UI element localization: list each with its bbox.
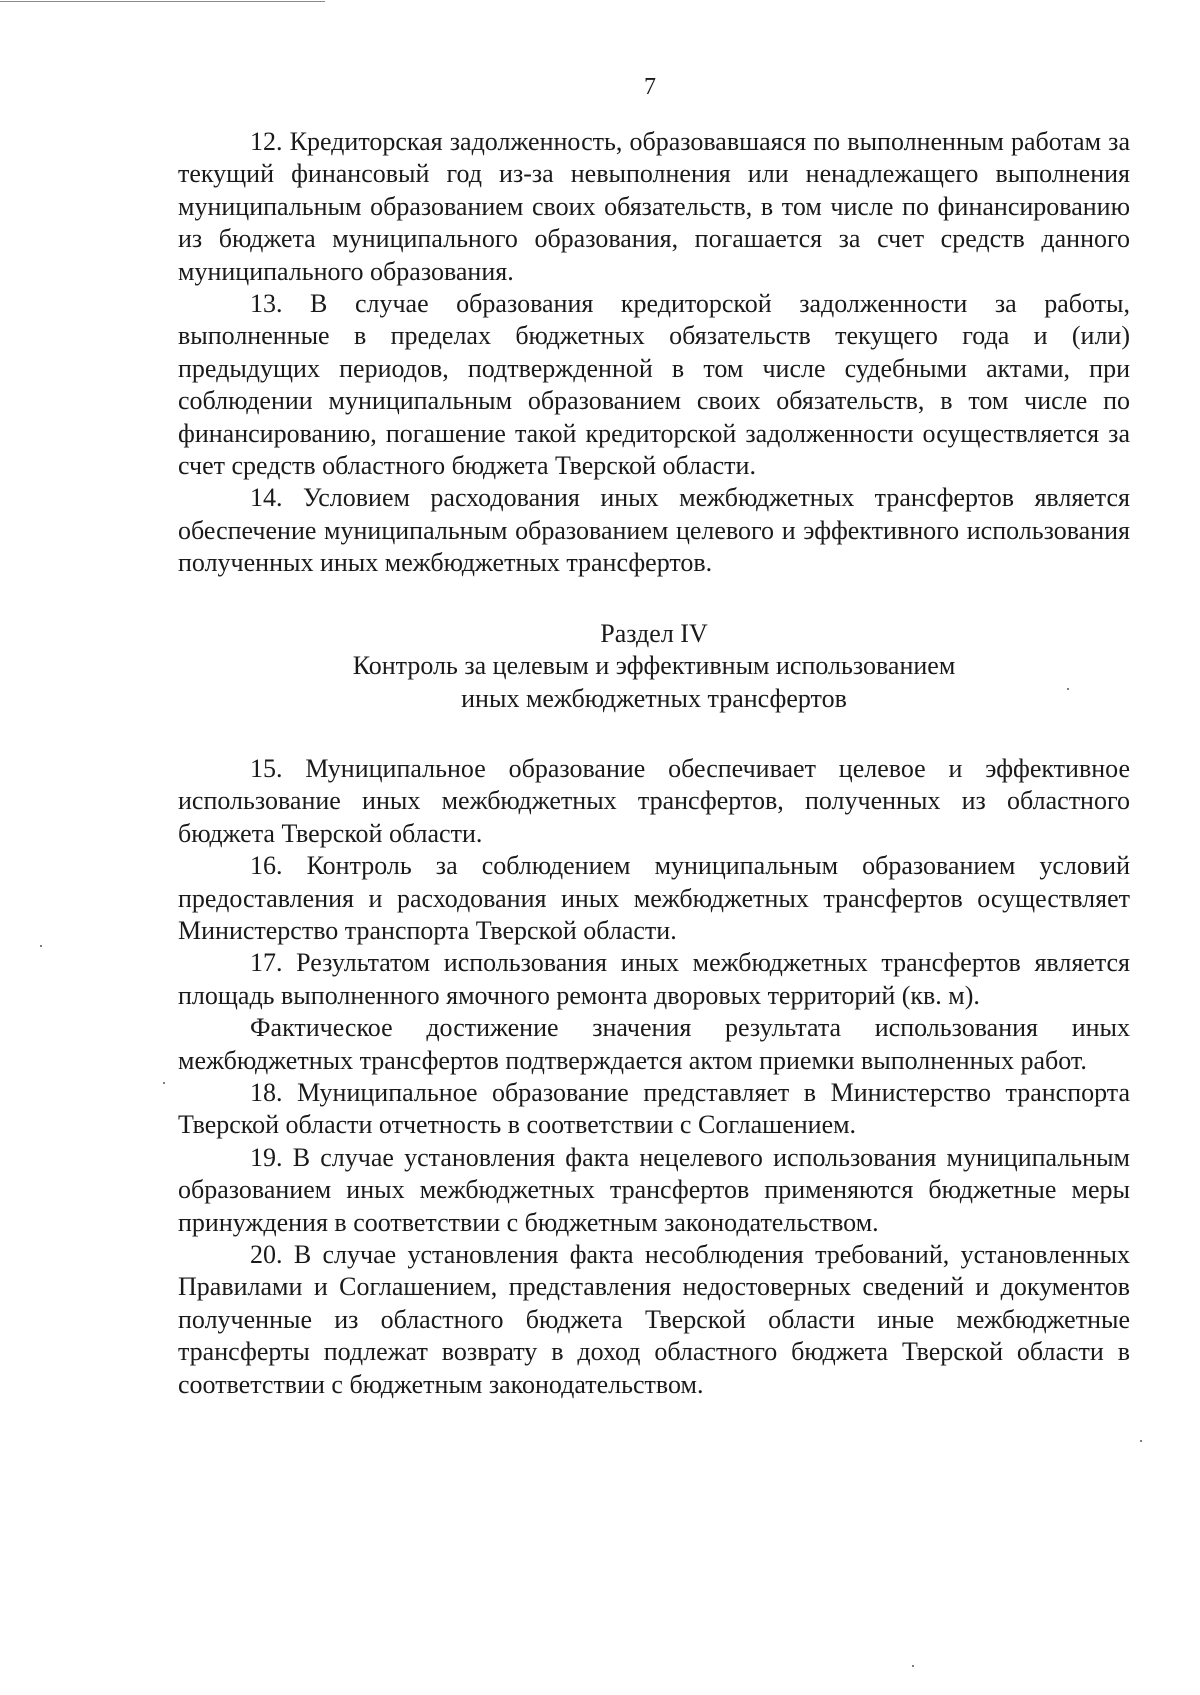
paragraph-12: 12. Кредиторская задолженность, образовавшаяся по выполненным работам за текущий финансовый год из-за невыполнения или ненадлежащего выполнения муниципальным образованием своих обязательств, в том числе по финансированию из бюджета муниципального образования, погашается за счет средств данного муниципального образования. — [178, 127, 1130, 286]
paragraph-16: 16. Контроль за соблюдением муниципальным образованием условий предоставления и расходования иных межбюджетных трансфертов осуществляет Министерство транспорта Тверской области. — [178, 851, 1130, 945]
section-number: Раздел IV — [600, 618, 708, 648]
paragraph-17: 17. Результатом использования иных межбюджетных трансфертов является площадь выполненного ямочного ремонта дворовых территорий (кв. м). — [178, 948, 1130, 1010]
scan-speck — [40, 945, 42, 947]
page-number: 7 — [644, 74, 656, 100]
document-body — [178, 126, 1130, 1401]
paragraph-18: 18. Муниципальное образование представляет в Министерство транспорта Тверской области отчетность в соответствии с Соглашением. — [178, 1077, 1130, 1140]
scan-speck — [912, 1665, 914, 1667]
section-title-line-1: Контроль за целевым и эффективным использованием — [352, 651, 956, 681]
paragraph-15: 15. Муниципальное образование обеспечивает целевое и эффективное использование иных межбюджетных трансфертов, полученных из областного бюджета Тверской области. — [178, 753, 1130, 848]
scan-speck — [1140, 1440, 1142, 1442]
scan-speck — [163, 1082, 165, 1084]
paragraph-20: 20. В случае установления факта несоблюдения требований, установленных Правилами и Соглашением, представления недостоверных сведений и документов полученные из областного бюджета Тверской области иные межбюджетные трансферты подлежат возврату в доход областного бюджета Тверской области в соответствии с бюджетным законодательством. — [178, 1240, 1130, 1399]
paragraph-17-result: Фактическое достижение значения результата использования иных межбюджетных трансфертов подтверждается актом приемки выполненных работ. — [178, 1013, 1130, 1075]
section-title-line-2: иных межбюджетных трансфертов — [461, 683, 847, 713]
paragraph-19: 19. В случае установления факта нецелевого использования муниципальным образованием иных межбюджетных трансфертов применяются бюджетные меры принуждения в соответствии с бюджетным законодательством. — [178, 1142, 1130, 1237]
scan-speck — [1067, 688, 1069, 690]
paragraph-14: 14. Условием расходования иных межбюджетных трансфертов является обеспечение муниципальным образованием целевого и эффективного использования полученных иных межбюджетных трансфертов. — [178, 483, 1130, 578]
paragraph-13: 13. В случае образования кредиторской задолженности за работы, выполненные в пределах бюджетных обязательств текущего года и (или) предыдущих периодов, подтвержденной в том числе судебными актами, при соблюдении муниципальным образованием своих обязательств, в том числе по финансированию, погашение такой кредиторской задолженности осуществляется за счет средств областного бюджета Тверской области. — [178, 289, 1130, 481]
scan-edge-line — [0, 1, 325, 2]
section-heading — [178, 618, 1130, 715]
